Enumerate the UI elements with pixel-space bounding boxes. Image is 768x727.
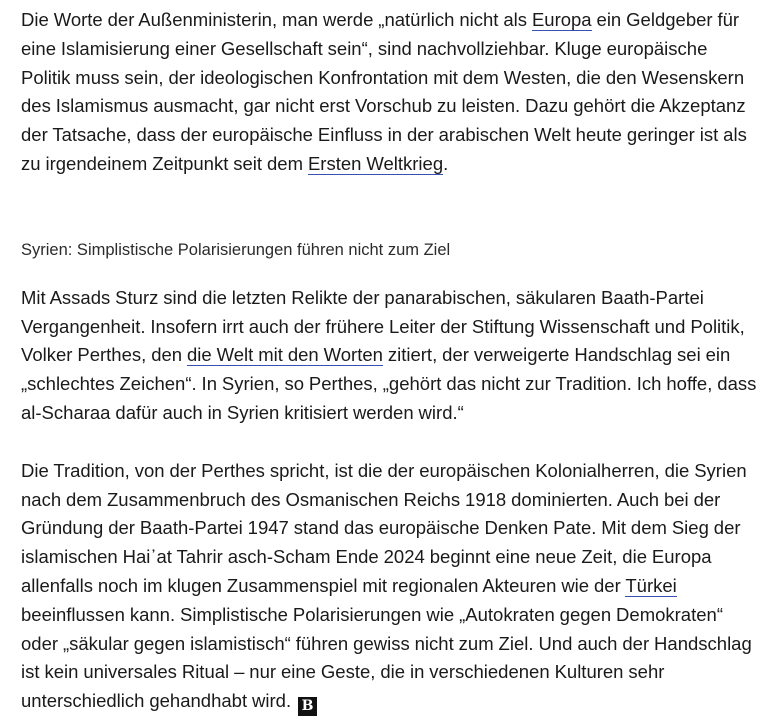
paragraph-3 [21,457,757,716]
link-ersten-weltkrieg[interactable]: Ersten Weltkrieg [307,152,444,174]
paragraph-1 [21,6,757,179]
paragraph-1-text-c: . [443,152,449,174]
article-body [21,6,757,716]
paragraph-2-text-a: Mit Assads Sturz sind die letzten Relikte der panarabischen, säkularen Baath-Partei Vergangenheit. Insofern irrt auch der frühere Leiter der Stiftung Wissenschaft und Politik, Volker Perthes, den [21,286,745,366]
section-subheading: Syrien: Simplistische Polarisierungen führen nicht zum Ziel [21,240,451,259]
paragraph-1-text-a: Die Worte der Außenministerin, man werde „natürlich nicht als [21,9,532,30]
paragraph-3-text-a: Die Tradition, von der Perthes spricht, ist die der europäischen Kolonialherren, die Syrien nach dem Zusammenbruch des Osmanischen Reichs 1918 dominierten. Auch bei der Gründung der Baath-Partei 1947 stand das europäische Denken Pate. Mit dem Sieg der islamischen Hai᾿at Tahrir asch-Scham Ende 2024 beginnt eine neue Zeit, die Europa allenfalls noch im klugen Zusammenspiel mit regionalen Akteuren wie der [21,459,747,596]
publication-logo-icon: B [298,697,317,716]
link-europa[interactable]: Europa [531,9,592,30]
paragraph-2 [21,284,757,428]
paragraph-3-text-b: beeinflussen kann. Simplistische Polarisierungen wie „Autokraten gegen Demokraten“ oder „säkular gegen islamistisch“ führen gewiss nicht zum Ziel. Und auch der Handschlag ist kein universales Ritual – nur eine Geste, die in verschiedenen Kulturen sehr unterschiedlich gehandhabt wird. [21,603,752,712]
link-die-welt[interactable]: die Welt mit den Worten [187,344,383,366]
link-tuerkei[interactable]: Türkei [625,574,677,596]
paragraph-2-text-b: zitiert, der verweigerte Handschlag sei ein „schlechtes Zeichen“. In Syrien, so Perthes, „gehört das nicht zur Tradition. Ich hoffe, dass al-Scharaa dafür auch in Syrien kritisiert werden wird.“ [21,344,757,423]
paragraph-1-text-b: ein Geldgeber für eine Islamisierung einer Gesellschaft sein“, sind nachvollziehbar. Kluge europäische Politik muss sein, der ideologischen Konfrontation mit dem Westen, die den Wesenskern des Islamismus ausmacht, gar nicht erst Vorschub zu leisten. Dazu gehört die Akzeptanz der Tatsache, dass der europäische Einfluss in der arabischen Welt heute geringer ist als zu irgendeinem Zeitpunkt seit dem [21,9,747,174]
